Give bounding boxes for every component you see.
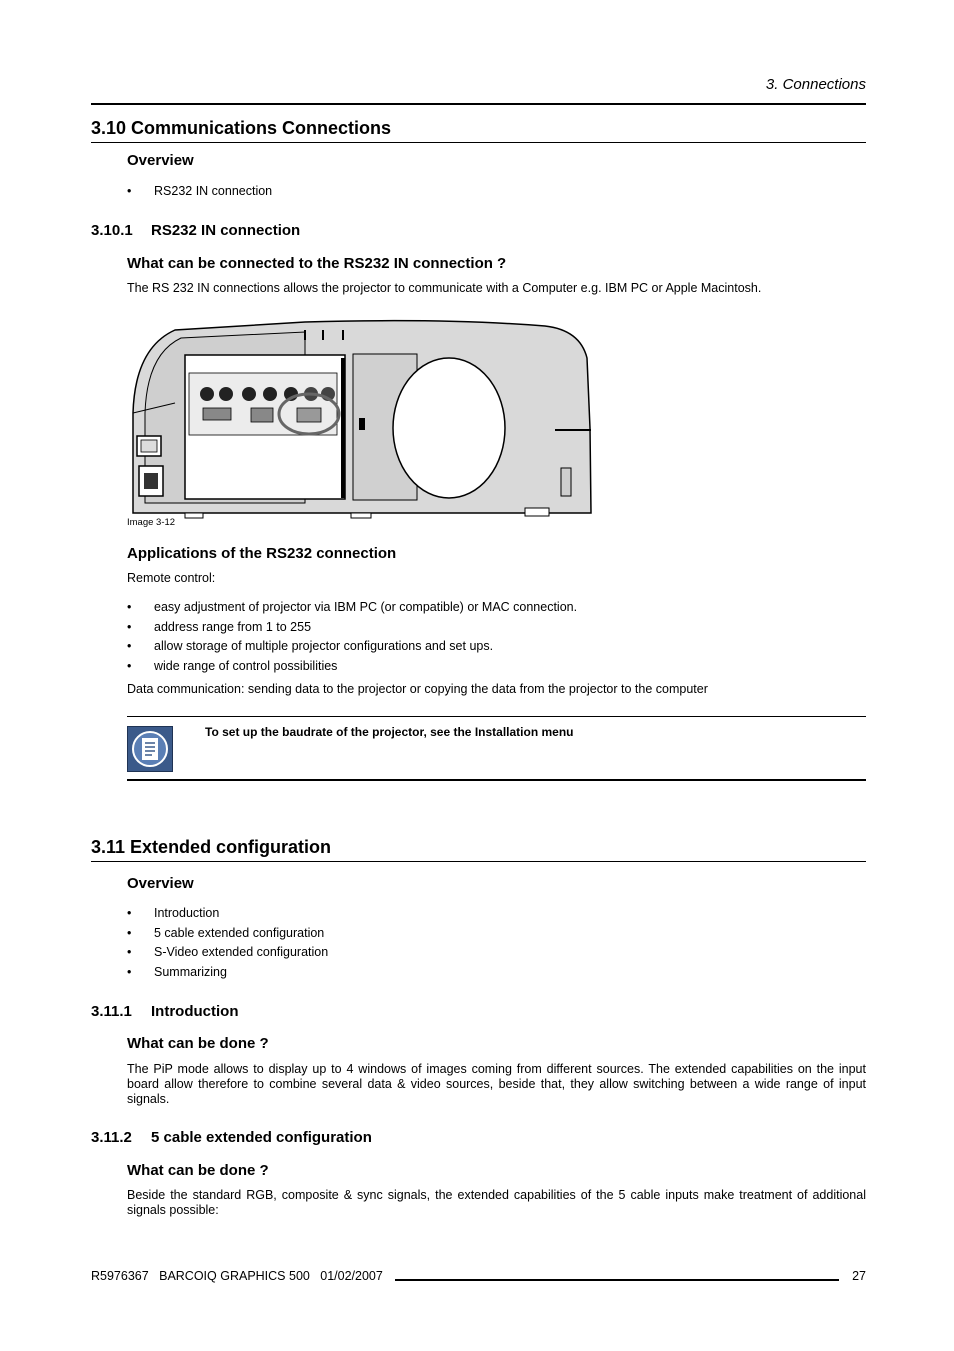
list-item: • S-Video extended configuration bbox=[127, 945, 328, 965]
list-item: • RS232 IN connection bbox=[127, 184, 272, 204]
data-communication-text: Data communication: sending data to the projector or copying the data from the projector to the computer bbox=[127, 682, 708, 696]
remote-control-list bbox=[127, 600, 577, 678]
note-rule-top bbox=[127, 716, 866, 717]
question-heading: What can be connected to the RS232 IN connection ? bbox=[127, 255, 507, 272]
what-can-be-done-heading: What can be done ? bbox=[127, 1035, 269, 1052]
subsection-label: 5 cable extended configuration bbox=[151, 1129, 372, 1146]
document-note-icon bbox=[127, 726, 173, 772]
section-title-3-10: 3.10 Communications Connections bbox=[91, 118, 392, 138]
image-caption: Image 3-12 bbox=[127, 517, 176, 528]
paragraph: The PiP mode allows to display up to 4 windows of images coming from different sources. The extended capabilities on the input board allow therefore to combine several data & video sources, beside that, they allow switching between a wide range of input signals. bbox=[127, 1062, 866, 1106]
note-text: To set up the baudrate of the projector, see the Installation menu bbox=[205, 725, 574, 739]
footer-doc-info: R5976367 BARCOIQ GRAPHICS 500 01/02/2007 bbox=[91, 1269, 383, 1283]
list-item: • Summarizing bbox=[127, 965, 328, 985]
list-item: • Introduction bbox=[127, 906, 328, 926]
overview-list bbox=[127, 184, 272, 204]
list-item: • address range from 1 to 255 bbox=[127, 620, 577, 640]
subsection-title-3-11-2 bbox=[91, 1129, 372, 1146]
applications-heading: Applications of the RS232 connection bbox=[127, 545, 397, 562]
header-rule bbox=[91, 103, 866, 105]
page-number: 27 bbox=[852, 1269, 866, 1283]
list-item: • wide range of control possibilities bbox=[127, 659, 577, 679]
subsection-title-3-11-1 bbox=[91, 1003, 238, 1020]
running-header: 3. Connections bbox=[765, 76, 866, 93]
subsection-number: 3.11.2 bbox=[91, 1129, 132, 1146]
list-item: • allow storage of multiple projector configurations and set ups. bbox=[127, 639, 577, 659]
list-item: • easy adjustment of projector via IBM PC (or compatible) or MAC connection. bbox=[127, 600, 577, 620]
section-title-3-11: 3.11 Extended configuration bbox=[91, 837, 332, 857]
paragraph: Beside the standard RGB, composite & sync signals, the extended capabilities of the 5 cable inputs make treatment of additional signals possible: bbox=[127, 1188, 866, 1217]
subsection-number: 3.10.1 bbox=[91, 222, 133, 239]
section-rule bbox=[91, 142, 866, 143]
subsection-title-3-10-1 bbox=[91, 222, 300, 239]
list-item: • 5 cable extended configuration bbox=[127, 926, 328, 946]
overview-list bbox=[127, 906, 328, 984]
section-rule bbox=[91, 861, 866, 862]
remote-control-label: Remote control: bbox=[127, 571, 216, 585]
overview-heading: Overview bbox=[127, 152, 194, 169]
projector-rear-image bbox=[125, 318, 595, 525]
note-rule-bottom bbox=[127, 779, 866, 781]
what-can-be-done-heading: What can be done ? bbox=[127, 1162, 269, 1179]
paragraph: The RS 232 IN connections allows the projector to communicate with a Computer e.g. IBM PC or Apple Macintosh. bbox=[127, 281, 762, 295]
subsection-label: RS232 IN connection bbox=[151, 222, 301, 239]
footer-rule bbox=[395, 1279, 839, 1281]
subsection-label: Introduction bbox=[151, 1003, 239, 1020]
overview-heading: Overview bbox=[127, 875, 194, 892]
subsection-number: 3.11.1 bbox=[91, 1003, 132, 1020]
